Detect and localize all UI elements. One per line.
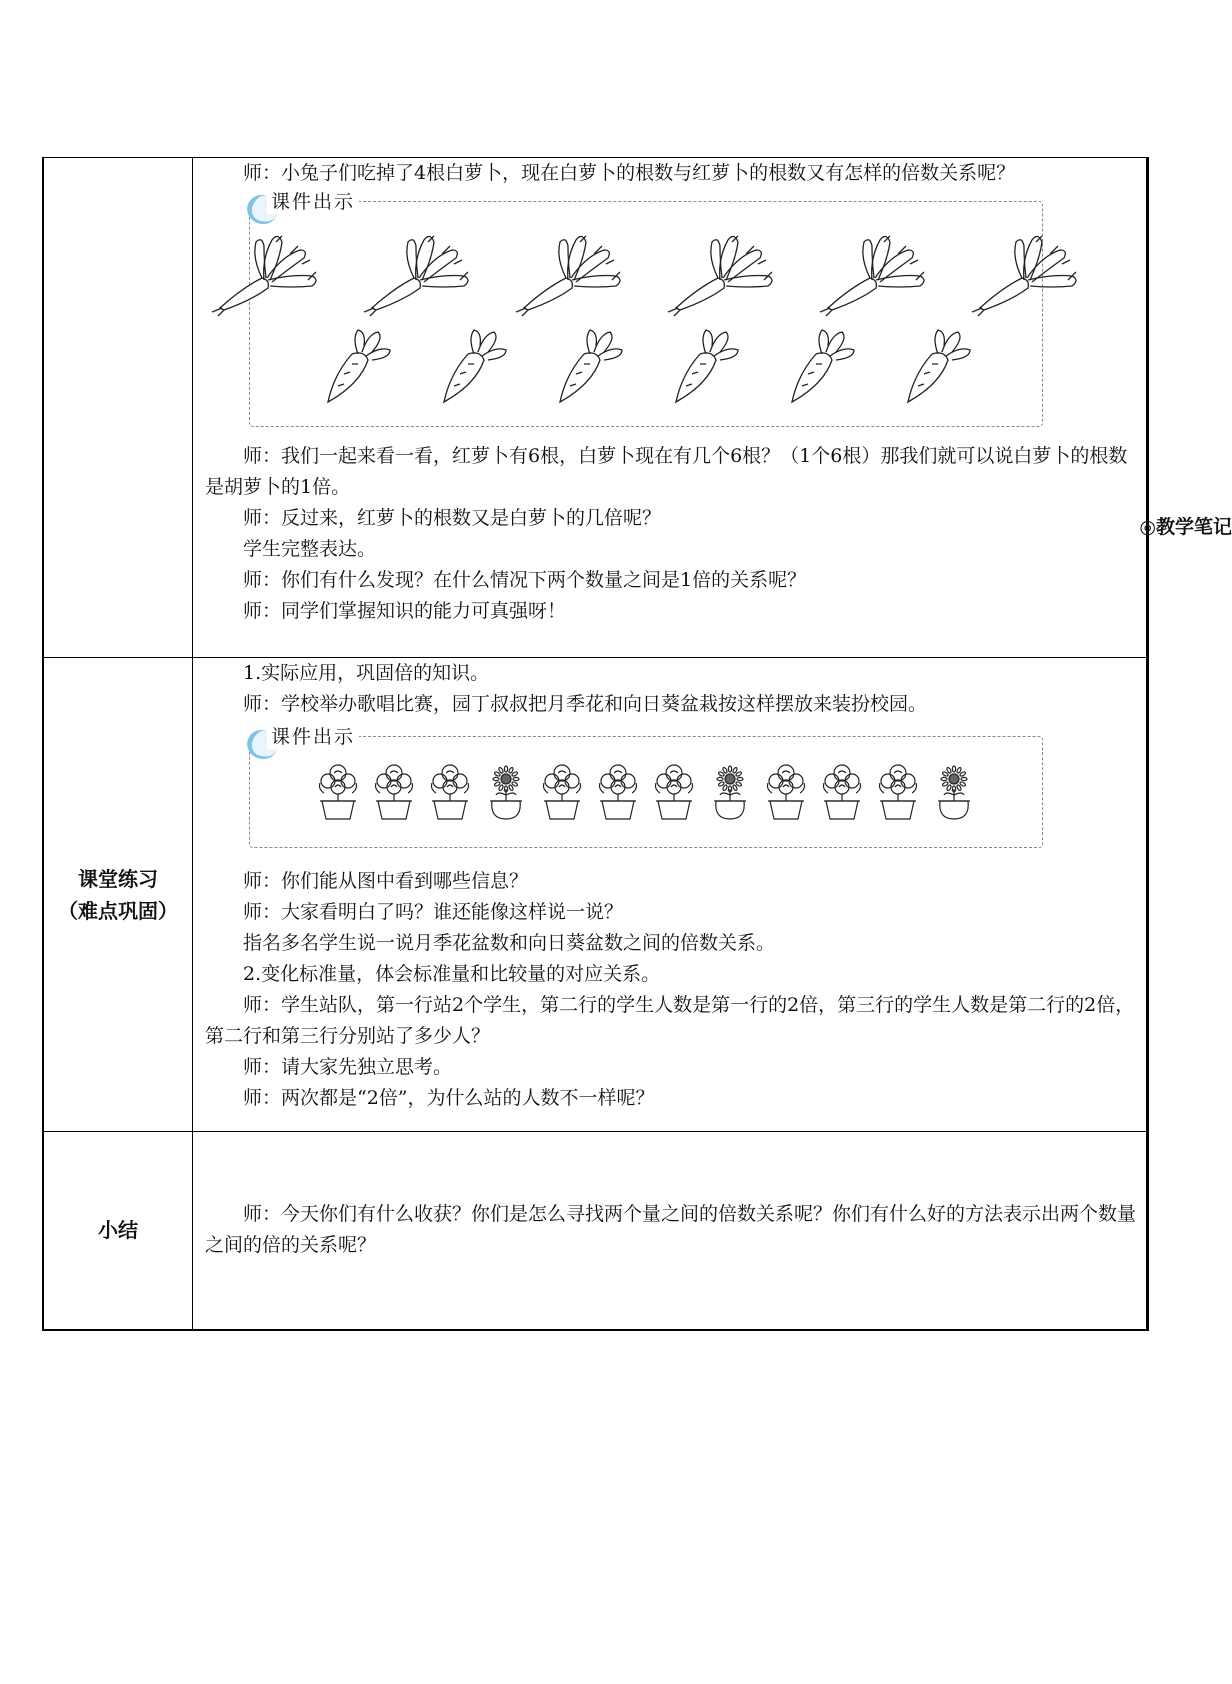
summary-content-cell <box>193 1132 1148 1330</box>
white-radish-icon <box>820 228 928 320</box>
rose-pot-icon <box>314 761 362 823</box>
rose-pot-icon <box>818 761 866 823</box>
row2-line4: 师：大家看明白了吗？谁还能像这样说一说？ <box>243 901 624 923</box>
rose-pot-icon <box>762 761 810 823</box>
row2-line2: 师：学校举办歌唱比赛，园丁叔叔把月季花和向日葵盆栽按这样摆放来装扮校园。 <box>243 693 928 715</box>
row1-line4: 学生完整表达。 <box>243 538 377 560</box>
carrot-icon <box>668 324 740 404</box>
carrot-row <box>250 320 1042 404</box>
white-radish-row <box>250 202 1042 320</box>
courseware-box-radish <box>249 191 1138 427</box>
white-radish-icon <box>516 228 624 320</box>
rose-pot-icon <box>426 761 474 823</box>
rose-pot-icon <box>538 761 586 823</box>
carrot-icon <box>436 324 508 404</box>
row2-line9: 师：两次都是“2倍”，为什么站的人数不一样呢？ <box>243 1087 655 1109</box>
flower-pot-row <box>250 737 1042 823</box>
carrot-icon <box>784 324 856 404</box>
row1-label-cell <box>43 158 193 658</box>
row2-label-cell <box>43 658 193 1132</box>
summary-para: 师：今天你们有什么收获？你们是怎么寻找两个量之间的倍数关系呢？你们有什么好的方法表示出两个数量之间的倍的关系呢？ <box>205 1203 1137 1257</box>
row2-label-line1: 课堂练习 <box>78 866 158 891</box>
rose-pot-icon <box>874 761 922 823</box>
carrot-icon <box>552 324 624 404</box>
row2-line5: 指名多名学生说一说月季花盆数和向日葵盆数之间的倍数关系。 <box>243 932 776 954</box>
teaching-notes-label: ◎教学笔记 <box>1139 516 1232 538</box>
rose-pot-icon <box>370 761 418 823</box>
row1-line6: 师：同学们掌握知识的能力可真强呀！ <box>243 600 567 622</box>
white-radish-icon <box>972 228 1080 320</box>
row1-line1: 师：小兔子们吃掉了4根白萝卜，现在白萝卜的根数与红萝卜的根数又有怎样的倍数关系呢？ <box>243 162 1016 184</box>
row2-line3: 师：你们能从图中看到哪些信息？ <box>243 870 529 892</box>
white-radish-icon <box>668 228 776 320</box>
row1-line5: 师：你们有什么发现？在什么情况下两个数量之间是1倍的关系呢？ <box>243 569 807 591</box>
row1-para2: 师：我们一起来看一看，红萝卜有6根，白萝卜现在有几个6根？（1个6根）那我们就可以说白萝卜的根数是胡萝卜的1倍。 <box>205 445 1128 498</box>
row2-content-cell <box>193 658 1148 1132</box>
row2-para7: 师：学生站队，第一行站2个学生，第二行的学生人数是第一行的2倍，第三行的学生人数是第二行的2倍，第二行和第三行分别站了多少人？ <box>205 994 1135 1047</box>
courseware-box-flowers <box>249 726 1138 848</box>
courseware-label: 课件出示 <box>267 187 359 214</box>
white-radish-icon <box>212 228 320 320</box>
rose-pot-icon <box>594 761 642 823</box>
row2-line6: 2.变化标准量，体会标准量和比较量的对应关系。 <box>243 963 661 985</box>
courseware-label: 课件出示 <box>267 722 359 749</box>
row2-line8: 师：请大家先独立思考。 <box>243 1056 453 1078</box>
row1-line3: 师：反过来，红萝卜的根数又是白萝卜的几倍呢？ <box>243 507 662 529</box>
carrot-icon <box>900 324 972 404</box>
row2-line1: 1.实际应用，巩固倍的知识。 <box>243 662 490 684</box>
sunflower-pot-icon <box>482 761 530 823</box>
rose-pot-icon <box>650 761 698 823</box>
sunflower-pot-icon <box>706 761 754 823</box>
white-radish-icon <box>364 228 472 320</box>
carrot-icon <box>320 324 392 404</box>
row2-label-line2: （难点巩固） <box>58 898 178 923</box>
summary-label-cell: 小结 <box>43 1132 193 1330</box>
lesson-table <box>42 157 1232 1331</box>
row1-content-cell <box>193 158 1232 658</box>
sunflower-pot-icon <box>930 761 978 823</box>
